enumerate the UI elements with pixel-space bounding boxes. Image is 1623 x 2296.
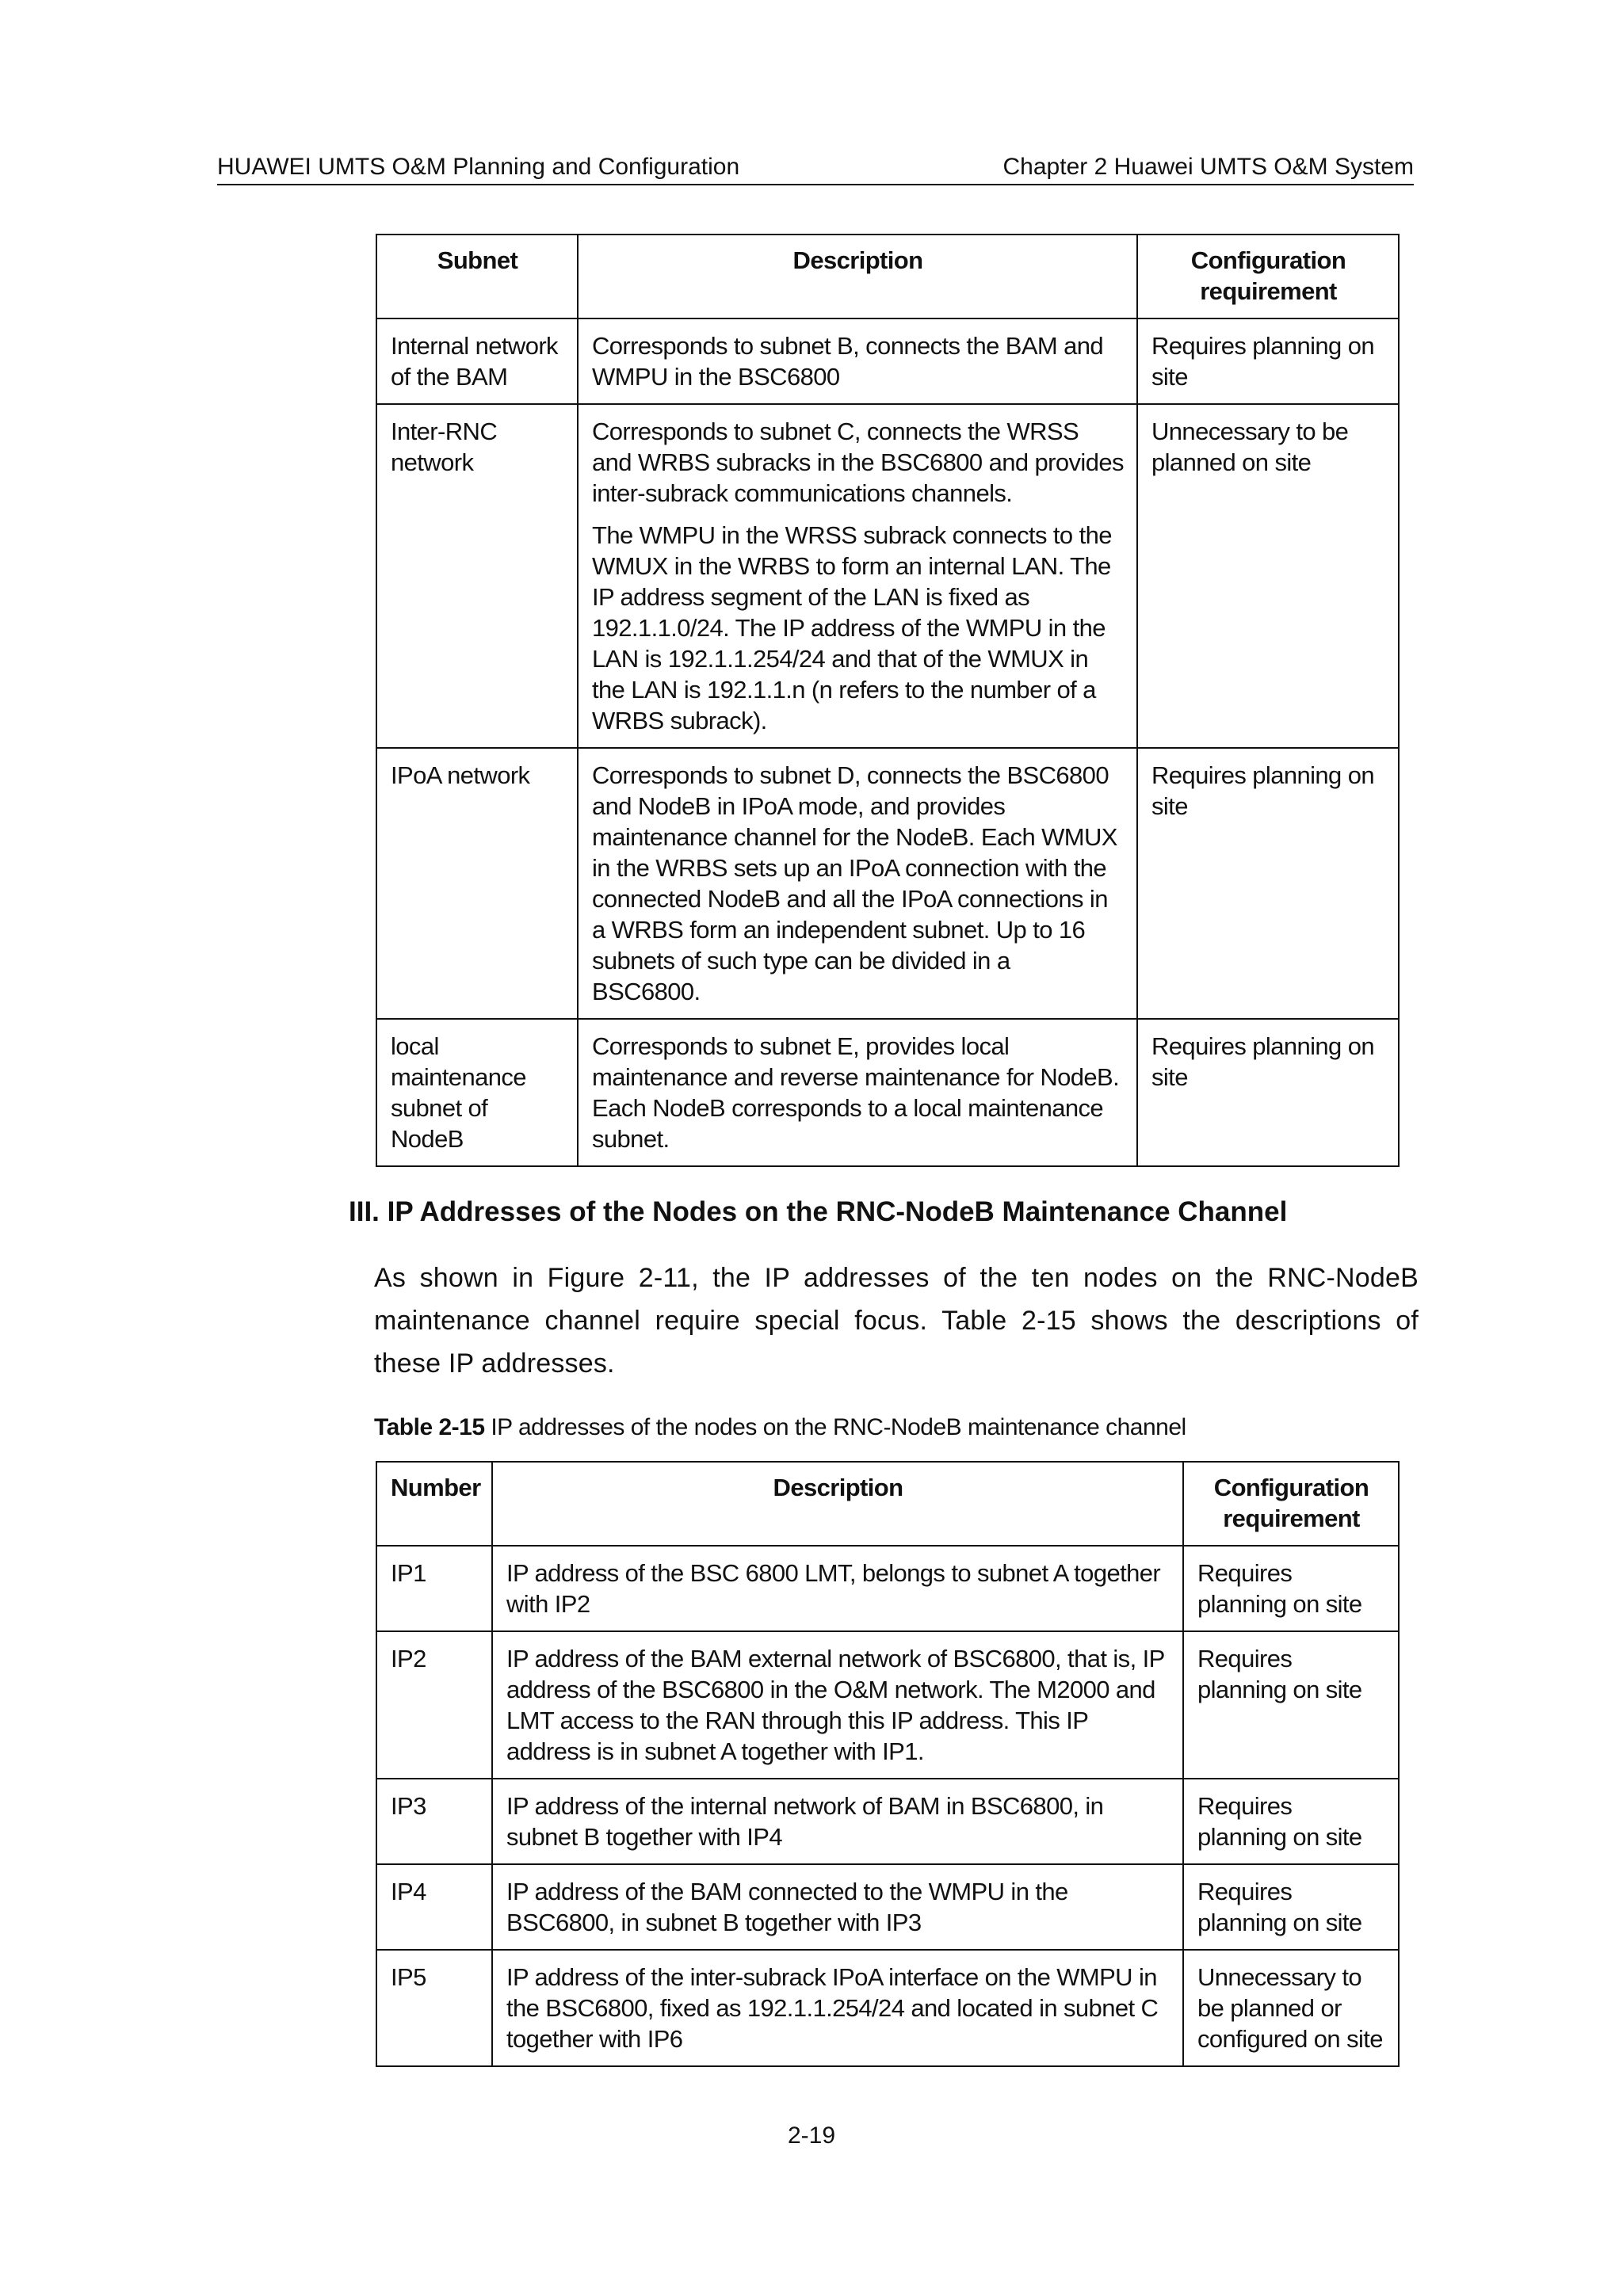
description-cell: IP address of the BSC 6800 LMT, belongs to subnet A together with IP2 xyxy=(492,1546,1183,1631)
subnet-cell: IPoA network xyxy=(376,748,578,1019)
number-cell: IP3 xyxy=(376,1779,492,1864)
description-cell: IP address of the BAM connected to the WMPU in the BSC6800, in subnet B together with IP3 xyxy=(492,1864,1183,1950)
number-cell: IP5 xyxy=(376,1950,492,2066)
number-cell: IP2 xyxy=(376,1631,492,1779)
description-paragraph: Corresponds to subnet C, connects the WRSS and WRBS subracks in the BSC6800 and provides inter-subrack communications channels. xyxy=(592,418,1124,507)
column-header-description: Description xyxy=(492,1462,1183,1546)
column-header-requirement: Configuration requirement xyxy=(1137,235,1399,318)
table-row xyxy=(376,1019,1399,1166)
column-header-subnet: Subnet xyxy=(376,235,578,318)
table-caption-label: Table 2-15 xyxy=(374,1414,485,1440)
column-header-number: Number xyxy=(376,1462,492,1546)
table-row xyxy=(376,318,1399,404)
page-number: 2-19 xyxy=(787,2122,836,2149)
column-header-requirement: Configuration requirement xyxy=(1183,1462,1399,1546)
table-header-row xyxy=(376,1462,1399,1546)
description-paragraph: Corresponds to subnet E, provides local maintenance and reverse maintenance for NodeB. Each NodeB corresponds to a local maintenance subnet. xyxy=(592,1032,1120,1153)
description-cell xyxy=(578,318,1137,404)
description-cell xyxy=(578,748,1137,1019)
description-paragraph: The WMPU in the WRSS subrack connects to the WMUX in the WRBS to form an internal LAN. The IP address segment of the LAN is fixed as 192.1.1.0/24. The IP address of the WMPU in the LAN is 192.1.1.254/24 and that of the WMUX in the LAN is 192.1.1.n (n refers to the number of a WRBS subrack). xyxy=(592,521,1112,734)
page-header xyxy=(217,151,1414,185)
header-document-title: HUAWEI UMTS O&M Planning and Configuration xyxy=(217,154,740,180)
column-header-description: Description xyxy=(578,235,1137,318)
subnet-cell: local maintenance subnet of NodeB xyxy=(376,1019,578,1166)
table-caption xyxy=(374,1412,1186,1444)
description-paragraph: Corresponds to subnet B, connects the BAM and WMPU in the BSC6800 xyxy=(592,332,1104,391)
description-cell xyxy=(578,1019,1137,1166)
number-cell: IP4 xyxy=(376,1864,492,1950)
table-caption-text: IP addresses of the nodes on the RNC-NodeB maintenance channel xyxy=(484,1414,1186,1440)
section-heading: III. IP Addresses of the Nodes on the RNC-NodeB Maintenance Channel xyxy=(349,1196,1288,1227)
table-row xyxy=(376,404,1399,748)
table-row xyxy=(376,1546,1399,1631)
requirement-cell: Requires planning on site xyxy=(1183,1631,1399,1779)
requirement-cell: Requires planning on site xyxy=(1183,1779,1399,1864)
header-chapter-title: Chapter 2 Huawei UMTS O&M System xyxy=(1002,154,1414,180)
table-row xyxy=(376,1864,1399,1950)
table-row xyxy=(376,1779,1399,1864)
table-row xyxy=(376,1631,1399,1779)
subnet-table xyxy=(376,234,1400,1167)
description-cell xyxy=(578,404,1137,748)
description-paragraph: Corresponds to subnet D, connects the BSC6800 and NodeB in IPoA mode, and provides maintenance channel for the NodeB. Each WMUX in the WRBS sets up an IPoA connection with the connected NodeB and all the IPoA connections in a WRBS form an independent subnet. Up to 16 subnets of such type can be divided in a BSC6800. xyxy=(592,761,1117,1005)
requirement-cell: Requires planning on site xyxy=(1183,1864,1399,1950)
description-cell: IP address of the internal network of BAM in BSC6800, in subnet B together with IP4 xyxy=(492,1779,1183,1864)
description-cell: IP address of the BAM external network of BSC6800, that is, IP address of the BSC6800 in the O&M network. The M2000 and LMT access to the RAN through this IP address. This IP address is in subnet A together with IP1. xyxy=(492,1631,1183,1779)
number-cell: IP1 xyxy=(376,1546,492,1631)
subnet-cell: Internal network of the BAM xyxy=(376,318,578,404)
table-header-row xyxy=(376,235,1399,318)
requirement-cell: Requires planning on site xyxy=(1183,1546,1399,1631)
requirement-cell: Requires planning on site xyxy=(1137,318,1399,404)
description-cell: IP address of the inter-subrack IPoA interface on the WMPU in the BSC6800, fixed as 192.1.1.254/24 and located in subnet C together with IP6 xyxy=(492,1950,1183,2066)
requirement-cell: Requires planning on site xyxy=(1137,1019,1399,1166)
ip-address-table xyxy=(376,1461,1400,2067)
subnet-cell: Inter-RNC network xyxy=(376,404,578,748)
requirement-cell: Unnecessary to be planned on site xyxy=(1137,404,1399,748)
requirement-cell: Unnecessary to be planned or configured on site xyxy=(1183,1950,1399,2066)
body-paragraph: As shown in Figure 2-11, the IP addresses of the ten nodes on the RNC-NodeB maintenance channel require special focus. Table 2-15 shows the descriptions of these IP addresses. xyxy=(374,1263,1419,1379)
requirement-cell: Requires planning on site xyxy=(1137,748,1399,1019)
table-row xyxy=(376,1950,1399,2066)
table-row xyxy=(376,748,1399,1019)
